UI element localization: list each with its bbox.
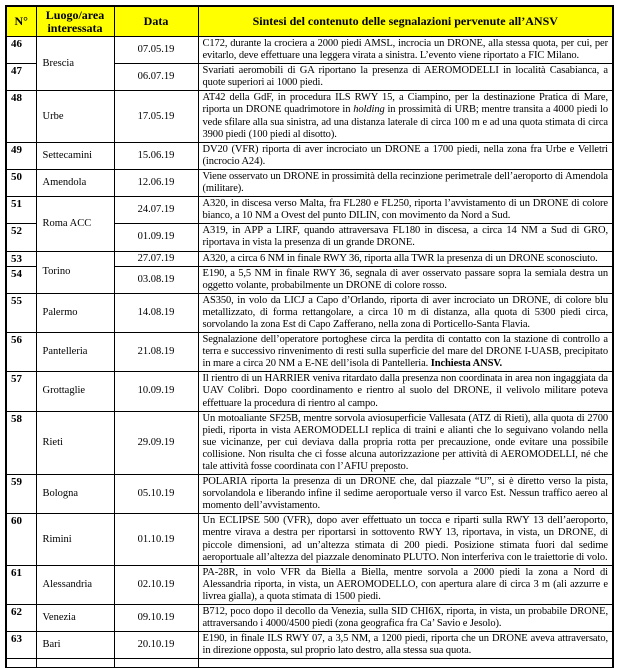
row-number: 55 bbox=[6, 293, 36, 332]
table-row bbox=[6, 251, 613, 266]
table-row bbox=[6, 514, 613, 565]
row-number: 48 bbox=[6, 91, 36, 142]
location-cell: Torino bbox=[36, 251, 114, 293]
location-cell: Rimini bbox=[36, 514, 114, 565]
row-number: 63 bbox=[6, 632, 36, 659]
date-cell: 03.08.19 bbox=[114, 266, 198, 293]
date-cell: 24.07.19 bbox=[114, 197, 198, 224]
text-segment: Viene osservato un DRONE in prossimità della recinzione perimetrale dell’aeroporto di Amendola (militare). bbox=[202, 170, 608, 195]
table-row bbox=[6, 372, 613, 411]
row-number: 59 bbox=[6, 475, 36, 514]
location-cell: Grottaglie bbox=[36, 372, 114, 411]
table-row bbox=[6, 142, 613, 169]
date-cell: 15.06.19 bbox=[114, 142, 198, 169]
location-cell: Amendola bbox=[36, 169, 114, 196]
text-segment: A319, in APP a LIRF, quando attraversava FL180 in discesa, a circa 14 NM a Sud di GRO, riportava in vista la presenza di un grande DRONE. bbox=[202, 225, 608, 249]
summary-cell bbox=[198, 333, 613, 372]
header-date: Data bbox=[114, 6, 198, 37]
date-cell: 09.10.19 bbox=[114, 605, 198, 632]
summary-cell bbox=[198, 293, 613, 332]
location-cell: Urbe bbox=[36, 91, 114, 142]
location-cell: Palermo bbox=[36, 293, 114, 332]
date-cell: 01.09.19 bbox=[114, 224, 198, 251]
summary-cell bbox=[198, 372, 613, 411]
empty-cell bbox=[198, 659, 613, 668]
date-cell: 02.10.19 bbox=[114, 565, 198, 604]
location-cell: Brescia bbox=[36, 37, 114, 91]
row-number: 46 bbox=[6, 37, 36, 64]
date-cell: 07.05.19 bbox=[114, 37, 198, 64]
table-header bbox=[6, 6, 613, 37]
location-cell: Bari bbox=[36, 632, 114, 659]
summary-cell bbox=[198, 197, 613, 224]
header-number: N° bbox=[6, 6, 36, 37]
italic-text-segment: holding bbox=[353, 104, 385, 116]
text-segment: A320, in discesa verso Malta, fra FL280 e FL250, riporta l’avvistamento di un DRONE di colore bianco, a 10 NM a Ovest del punto DILIN, con movimento da Nord a Sud. bbox=[202, 198, 608, 222]
date-cell: 06.07.19 bbox=[114, 64, 198, 91]
text-segment: POLARIA riporta la presenza di un DRONE che, dal piazzale “U”, si è diretto verso la pista, sorvolandola e liberando infine il sedime aeroportuale verso il varco Est. Nessun traffico aereo al momento dell’avvistamento. bbox=[202, 476, 608, 512]
text-segment: B712, poco dopo il decollo da Venezia, sulla SID CHI6X, riporta, in vista, un probabile DRONE, attraversando i 4000/4500 piedi (zona geografica fra Ca’ Savio e Jesolo). bbox=[202, 606, 608, 630]
date-cell: 21.08.19 bbox=[114, 333, 198, 372]
row-number: 57 bbox=[6, 372, 36, 411]
row-number: 56 bbox=[6, 333, 36, 372]
summary-cell bbox=[198, 514, 613, 565]
row-number: 60 bbox=[6, 514, 36, 565]
text-segment: A320, a circa 6 NM in finale RWY 36, riporta alla TWR la presenza di un DRONE sconosciuto. bbox=[202, 252, 598, 264]
row-number: 50 bbox=[6, 169, 36, 196]
text-segment: Un ECLIPSE 500 (VFR), dopo aver effettuato un tocca e riparti sulla RWY 13 dell’aeroporto, mentre virava a destra per riportarsi in sottovento RWY 13, riportava, in vista, un DRONE, di piccole dimensioni, ad un’altezza stimata di 200 piedi. Posizione stimata fuori dal sedime aeroportuale all’altezza del piazzale denominato PLUTO. Non interferiva con le traiettorie di volo. bbox=[202, 515, 608, 563]
table-row bbox=[6, 293, 613, 332]
summary-cell bbox=[198, 605, 613, 632]
date-cell: 10.09.19 bbox=[114, 372, 198, 411]
empty-cell bbox=[36, 659, 114, 668]
summary-cell bbox=[198, 475, 613, 514]
row-number: 61 bbox=[6, 565, 36, 604]
row-number: 53 bbox=[6, 251, 36, 266]
empty-cell bbox=[114, 659, 198, 668]
row-number: 51 bbox=[6, 197, 36, 224]
location-cell: Rieti bbox=[36, 411, 114, 474]
date-cell: 29.09.19 bbox=[114, 411, 198, 474]
text-segment: in prossimità di URB; mentre transita a 4000 piedi lo vede sfilare alla sua sinistra, ad una distanza laterale di circa 100 m e ad una quota stimata di circa 3900 piedi (100 piedi al disotto). bbox=[202, 104, 608, 140]
summary-cell bbox=[198, 169, 613, 196]
header-summary: Sintesi del contenuto delle segnalazioni pervenute all’ANSV bbox=[198, 6, 613, 37]
empty-cell bbox=[6, 659, 36, 668]
row-number: 58 bbox=[6, 411, 36, 474]
table-row bbox=[6, 632, 613, 659]
table-row bbox=[6, 475, 613, 514]
table-row bbox=[6, 91, 613, 142]
text-segment: Segnalazione dell’operatore portoghese circa la perdita di contatto con la stazione di controllo a terra e successivo rinvenimento di resti sulla superficie del mare del DRONE I-UASB, precipitato in mare a circa 20 NM a E-NE dell’isola di Pantelleria. bbox=[202, 334, 608, 370]
table-row bbox=[6, 565, 613, 604]
summary-cell bbox=[198, 632, 613, 659]
summary-cell bbox=[198, 142, 613, 169]
summary-cell bbox=[198, 224, 613, 251]
location-cell: Venezia bbox=[36, 605, 114, 632]
row-number: 49 bbox=[6, 142, 36, 169]
row-number: 52 bbox=[6, 224, 36, 251]
location-cell: Bologna bbox=[36, 475, 114, 514]
table-row bbox=[6, 37, 613, 64]
text-segment: Un motoaliante SF25B, mentre sorvola aviosuperficie Vallesata (ATZ di Rieti), alla quota di 2700 piedi, riporta in vista AEROMODELLI replica di traini e alianti che lo seguivano volando nella sue vicinanze, per cui deviava dalla propria rotta per precauzione, onde evitare una possibile collisione. Non risulta che ci fosse alcuna autorizzazione per attività di AEROMODELLI, né che tale attività fosse coordinata con l’AFIU preposto. bbox=[202, 412, 608, 472]
partial-row bbox=[6, 659, 613, 668]
summary-cell bbox=[198, 64, 613, 91]
summary-cell bbox=[198, 37, 613, 64]
text-segment: Il rientro di un HARRIER veniva ritardato dalla presenza non coordinata in area non ingaggiata da UAV Colibrì. Dopo coordinamento e rientro al suolo del DRONE, il velivolo militare poteva effettuare la procedura di rientro al campo. bbox=[202, 373, 608, 409]
bold-text-segment: Inchiesta ANSV. bbox=[430, 358, 502, 370]
location-cell: Roma ACC bbox=[36, 197, 114, 251]
text-segment: C172, durante la crociera a 2000 piedi AMSL, incrocia un DRONE, alla stessa quota, per cui, per evitarlo, deve effettuare una leggera virata a sinistra. L’evento viene riportato a FIC Milano. bbox=[202, 38, 608, 62]
location-cell: Settecamini bbox=[36, 142, 114, 169]
row-number: 62 bbox=[6, 605, 36, 632]
date-cell: 27.07.19 bbox=[114, 251, 198, 266]
summary-cell bbox=[198, 565, 613, 604]
summary-cell bbox=[198, 266, 613, 293]
summary-cell bbox=[198, 411, 613, 474]
row-number: 54 bbox=[6, 266, 36, 293]
table-body bbox=[6, 37, 613, 668]
text-segment: AT42 della GdF, in procedura ILS RWY 15, a Ciampino, per la destinazione Pratica di Mare, riporta un DRONE quadrimotore in bbox=[202, 92, 608, 116]
header-row bbox=[6, 6, 613, 37]
text-segment: DV20 (VFR) riporta di aver incrociato un DRONE a 1700 piedi, nella zona fra Urbe e Velletri (incrocio A24). bbox=[202, 143, 608, 167]
location-cell: Alessandria bbox=[36, 565, 114, 604]
date-cell: 20.10.19 bbox=[114, 632, 198, 659]
date-cell: 14.08.19 bbox=[114, 293, 198, 332]
text-segment: AS350, in volo da LICJ a Capo d’Orlando, riporta di aver incrociato un DRONE, di colore blu metallizzato, di forma rettangolare, a circa 10 m di distanza, alla quota di 5300 piedi circa, sorvolando la zona Est di Capo Zafferano, nella zona di Porticello-Santa Flavia. bbox=[202, 294, 608, 330]
table-row bbox=[6, 333, 613, 372]
table-row bbox=[6, 605, 613, 632]
date-cell: 01.10.19 bbox=[114, 514, 198, 565]
date-cell: 17.05.19 bbox=[114, 91, 198, 142]
date-cell: 05.10.19 bbox=[114, 475, 198, 514]
text-segment: Svariati aeromobili di GA riportano la presenza di AEROMODELLI in località Casabianca, a quote superiori ai 1000 piedi. bbox=[202, 65, 608, 89]
location-cell: Pantelleria bbox=[36, 333, 114, 372]
text-segment: PA-28R, in volo VFR da Biella a Biella, mentre sorvola a 2000 piedi la zona a Nord di Alessandria riporta, in vista, un AEROMODELLO, con apertura alare di circa 3 m (ali azzurre e livrea gialla), a quota stimata di 1500 piedi. bbox=[202, 566, 608, 602]
ansv-drone-sightings-table bbox=[5, 5, 614, 668]
date-cell: 12.06.19 bbox=[114, 169, 198, 196]
summary-cell bbox=[198, 251, 613, 266]
summary-cell bbox=[198, 91, 613, 142]
table-row bbox=[6, 169, 613, 196]
text-segment: E190, in finale ILS RWY 07, a 3,5 NM, a 1200 piedi, riporta che un DRONE aveva attraversato, in direzione opposta, sul proprio lato destro, alla stessa sua quota. bbox=[202, 633, 608, 657]
header-location: Luogo/area interessata bbox=[36, 6, 114, 37]
table-row bbox=[6, 197, 613, 224]
text-segment: E190, a 5,5 NM in finale RWY 36, segnala di aver osservato passare sopra la semiala destra un oggetto volante, probabilmente un DRONE di colore rosso. bbox=[202, 267, 608, 291]
table-row bbox=[6, 411, 613, 474]
row-number: 47 bbox=[6, 64, 36, 91]
